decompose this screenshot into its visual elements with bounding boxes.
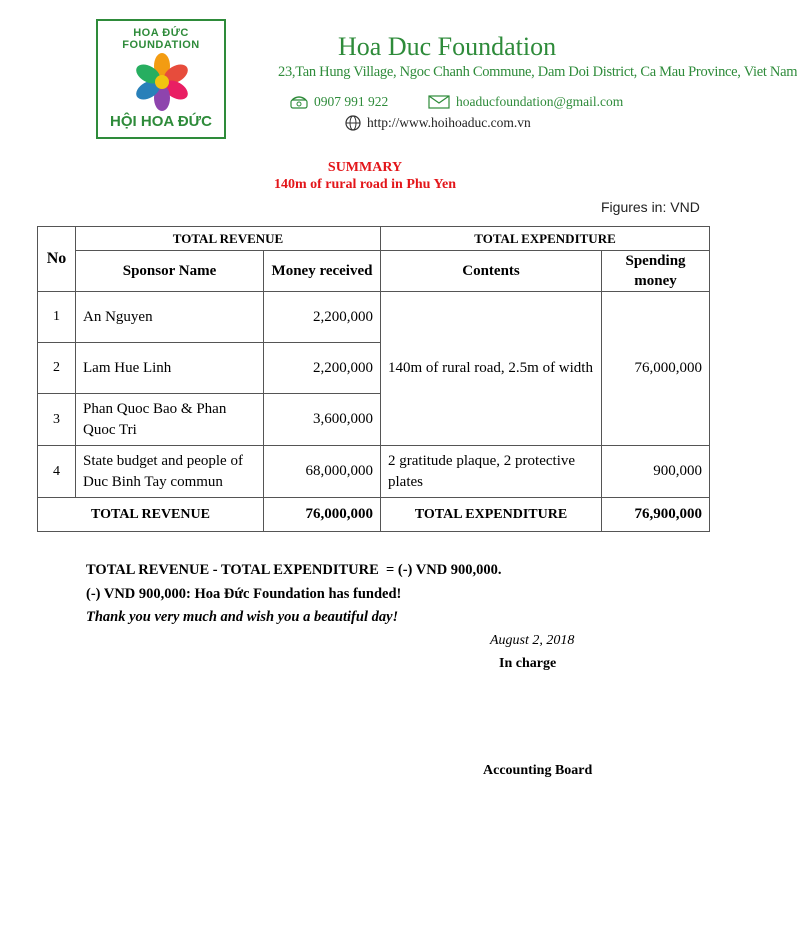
table-row <box>38 446 710 498</box>
total-expenditure-value: 76,900,000 <box>602 498 710 532</box>
accounting-board-label: Accounting Board <box>483 763 593 778</box>
total-revenue-label: TOTAL REVENUE <box>38 498 264 532</box>
header-spending-money: Spending money <box>602 251 710 292</box>
foundation-logo <box>96 19 226 139</box>
email-address[interactable]: hoaducfoundation@gmail.com <box>456 94 624 109</box>
currency-note: Figures in: VND <box>601 199 700 215</box>
header-sponsor-name: Sponsor Name <box>76 251 264 292</box>
summary-table <box>37 226 710 532</box>
email-contact <box>428 94 623 110</box>
total-revenue-value: 76,000,000 <box>264 498 381 532</box>
row-sponsor: Phan Quoc Bao & Phan Quoc Tri <box>76 394 264 446</box>
logo-bottom-text: HỘI HOA ĐỨC <box>110 113 212 130</box>
row-sponsor: An Nguyen <box>76 292 264 343</box>
organization-name: Hoa Duc Foundation <box>338 32 557 61</box>
website-contact <box>345 115 531 131</box>
website-link[interactable]: http://www.hoihoaduc.com.vn <box>367 115 531 130</box>
expenditure-contents: 140m of rural road, 2.5m of width <box>381 292 602 446</box>
row-money: 3,600,000 <box>264 394 381 446</box>
row-sponsor: State budget and people of Duc Binh Tay commun <box>76 446 264 498</box>
header-money-received: Money received <box>264 251 381 292</box>
row-no: 4 <box>38 446 76 498</box>
table-row <box>38 292 710 343</box>
row-no: 1 <box>38 292 76 343</box>
total-expenditure-label: TOTAL EXPENDITURE <box>381 498 602 532</box>
thanks-line: Thank you very much and wish you a beautiful day! <box>86 609 399 625</box>
totals-row <box>38 498 710 532</box>
expenditure-contents: 2 gratitude plaque, 2 protective plates <box>381 446 602 498</box>
header-contents: Contents <box>381 251 602 292</box>
report-date: August 2, 2018 <box>490 633 575 648</box>
expenditure-amount: 900,000 <box>602 446 710 498</box>
header-no: No <box>38 227 76 292</box>
phone-number: 0907 991 922 <box>314 94 389 109</box>
in-charge-label: In charge <box>499 656 557 671</box>
row-money: 2,200,000 <box>264 343 381 394</box>
flower-logo-icon <box>126 51 198 111</box>
header-total-revenue: TOTAL REVENUE <box>76 227 381 251</box>
row-no: 3 <box>38 394 76 446</box>
funded-line: (-) VND 900,000: Hoa Đức Foundation has funded! <box>86 586 402 602</box>
organization-address: 23,Tan Hung Village, Ngoc Chanh Commune, Dam Doi District, Ca Mau Province, Viet Nam <box>278 64 797 80</box>
envelope-icon <box>428 95 450 109</box>
summary-title: SUMMARY <box>327 160 403 175</box>
balance-line: TOTAL REVENUE - TOTAL EXPENDITURE = (-) VND 900,000. <box>86 562 502 578</box>
row-no: 2 <box>38 343 76 394</box>
row-money: 2,200,000 <box>264 292 381 343</box>
project-title: 140m of rural road in Phu Yen <box>273 177 456 192</box>
phone-contact <box>290 94 388 110</box>
logo-arc-text: HOA ĐỨC FOUNDATION <box>122 27 200 51</box>
expenditure-amount: 76,000,000 <box>602 292 710 446</box>
globe-icon <box>345 115 361 131</box>
row-sponsor: Lam Hue Linh <box>76 343 264 394</box>
row-money: 68,000,000 <box>264 446 381 498</box>
header-total-expenditure: TOTAL EXPENDITURE <box>381 227 710 251</box>
phone-icon <box>290 95 308 109</box>
